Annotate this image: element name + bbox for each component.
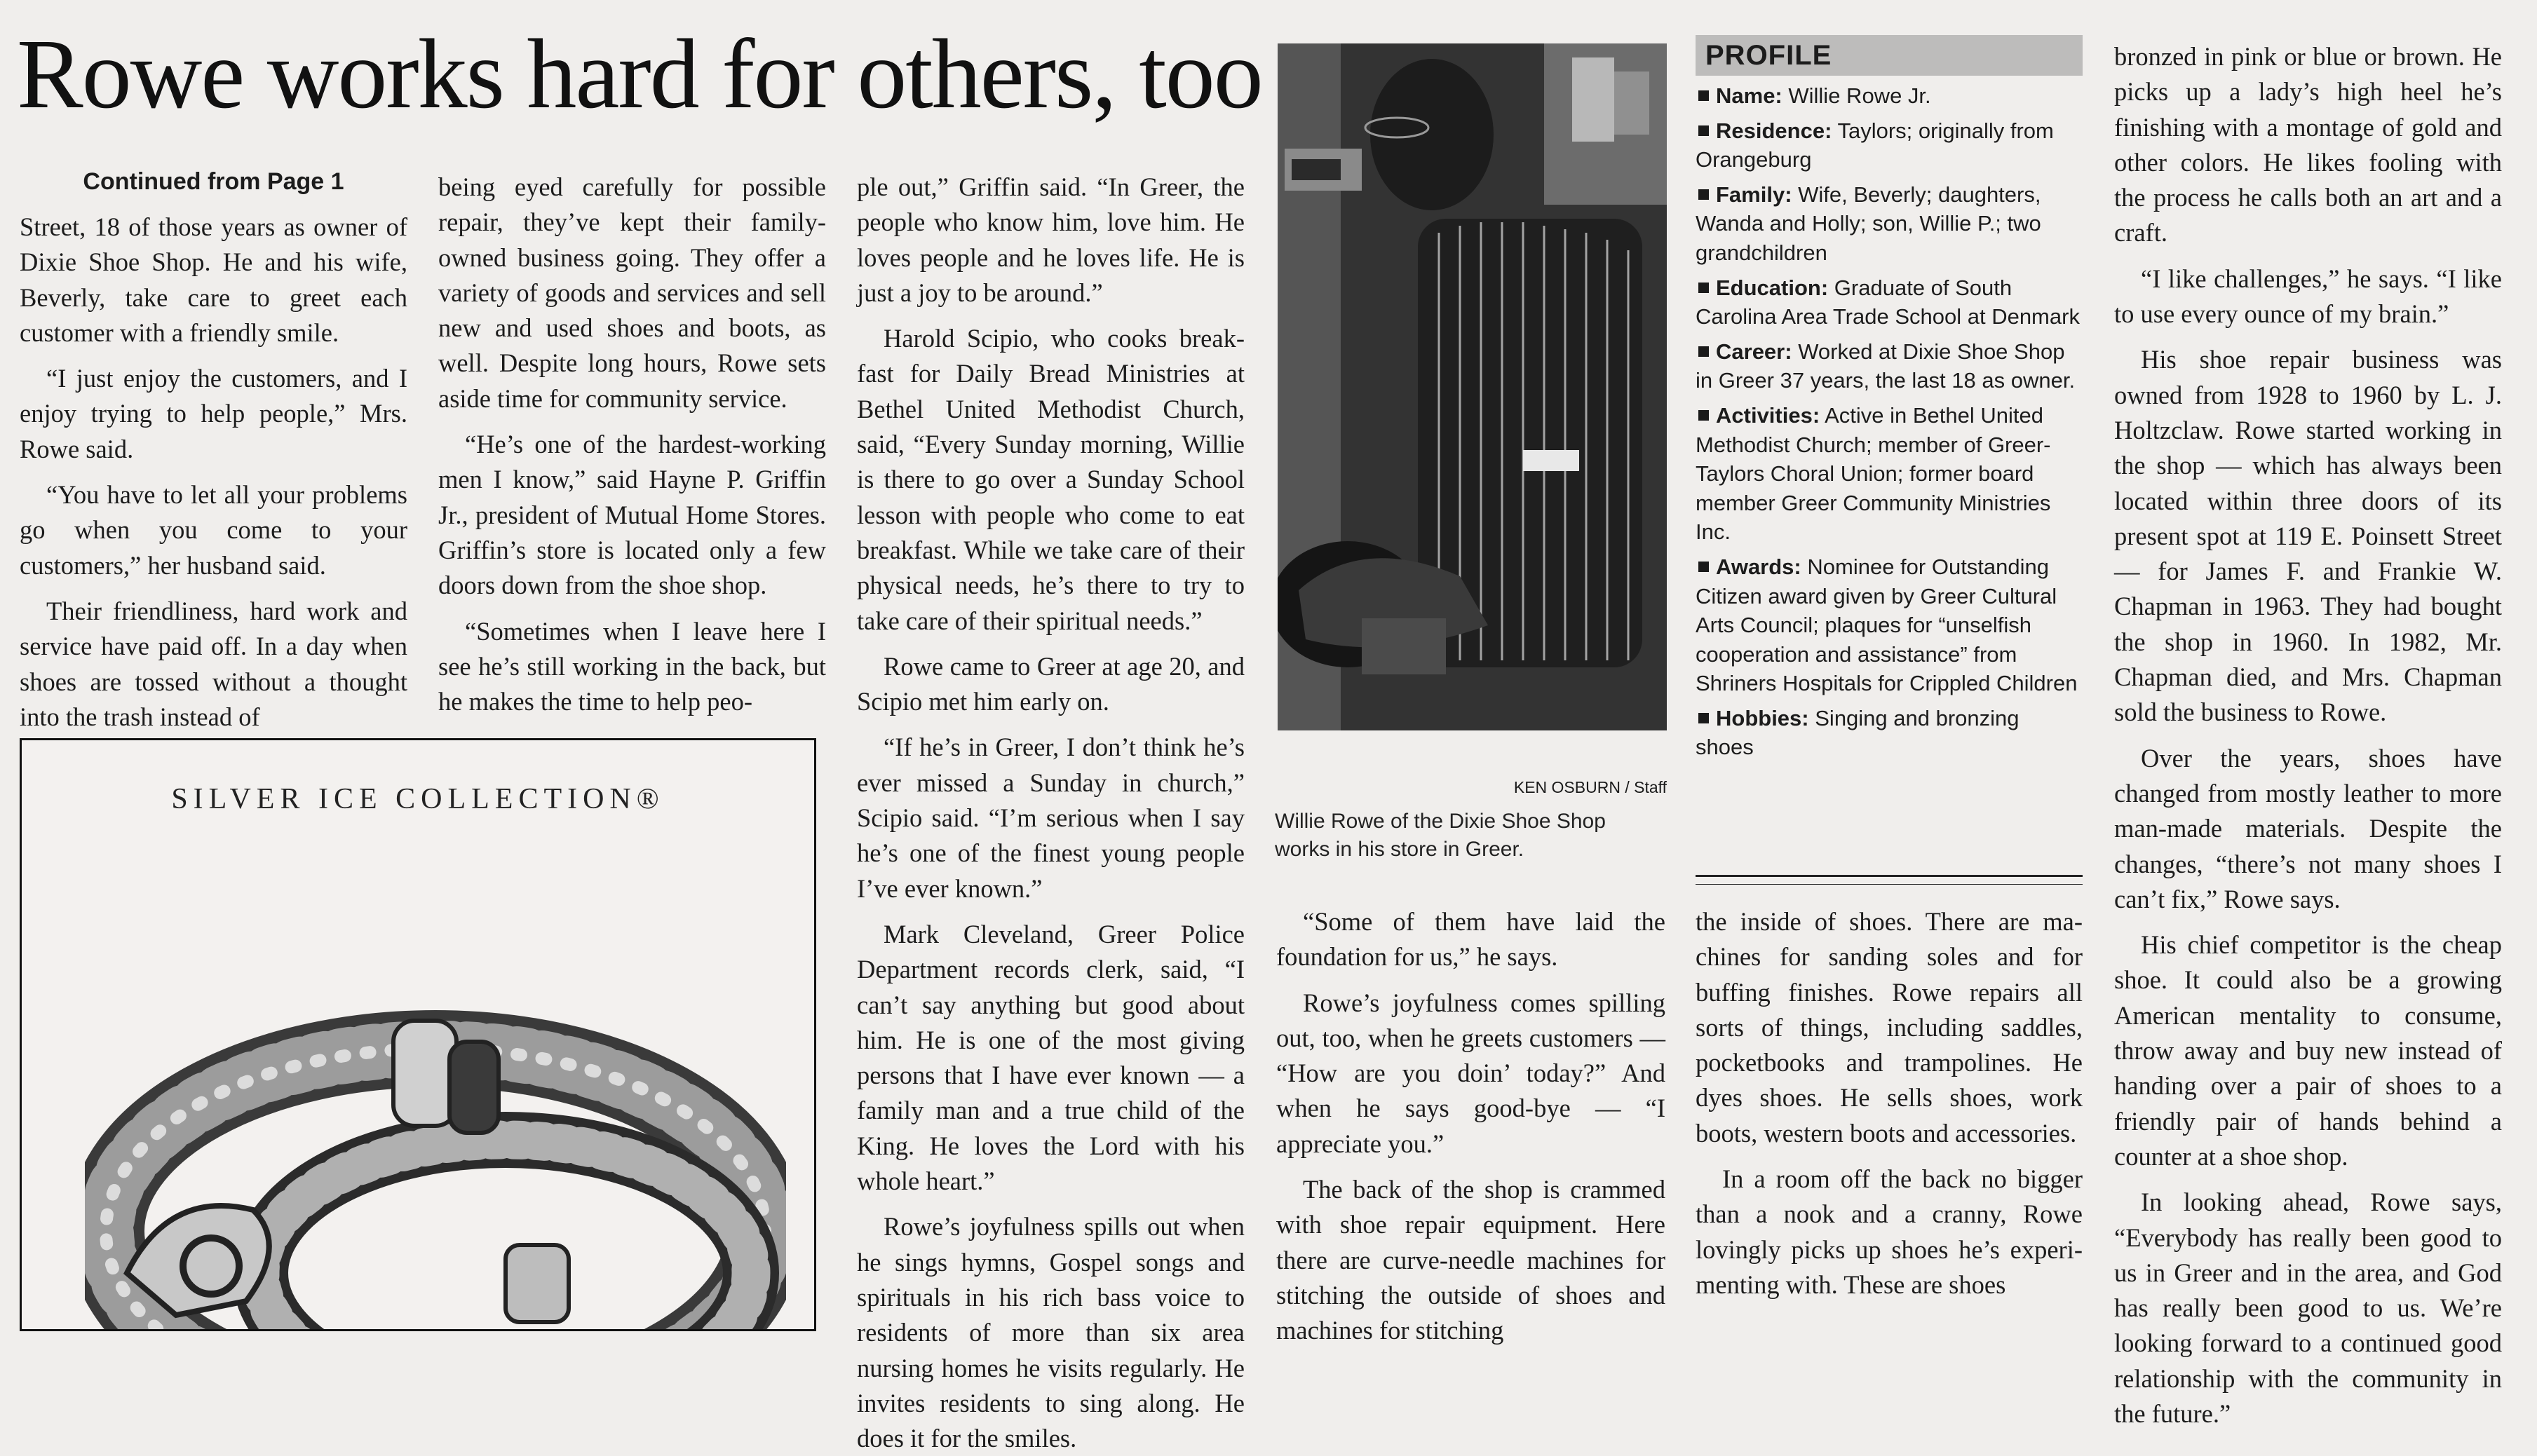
paragraph: Rowe came to Greer at age 20, and Scipio met him early on. [857, 651, 1245, 716]
paragraph: In a room off the back no bigger than a nook and a cranny, Rowe lovingly picks up shoes he’s experimenting with. These are shoes [1696, 1164, 2083, 1299]
bullet-icon [1698, 713, 1709, 723]
paragraph: His shoe repair business was owned from 1928 to 1960 by L. J. Holtzclaw. Rowe started working in the shop — which has always been located within three doors of its present spot at 119 E. Poinsett Street — for James F. and Frankie W. Chapman in 1963. They had bought the shop in 1960. In 1982, Mr. Chapman died, and Mrs. Chapman sold the business to Rowe. [2114, 345, 2502, 727]
paragraph: Rowe’s joyfulness spills out when he sings hymns, Gospel songs and spirituals in his rich bass voice to residents of more than six area nursing homes he visits regularly. He invites residents to sing along. He does it for the smiles. [857, 1212, 1245, 1453]
headline: Rowe works hard for others, too [17, 18, 1262, 129]
article-column-3 [857, 170, 1245, 1456]
photo-credit: KEN OSBURN / Staff [1513, 778, 1667, 796]
bullet-icon [1698, 90, 1709, 101]
paragraph: “He’s one of the hardest-working men I know,” said Hayne P. Griffin Jr., president of Mutual Home Stores. Griffin’s store is located only a few doors down from the shoe shop. [438, 430, 826, 600]
profile-item-career: Career: Worked at Dixie Shoe Shop in Greer 37 years, the last 18 as owner. [1696, 339, 2076, 393]
article-column-6 [2114, 39, 2502, 1431]
paragraph: Harold Scipio, who cooks breakfast for Daily Bread Ministries at Bethel United Methodist Church, said, “Every Sunday morning, Willie is there to go over a Sunday School lesson with people who come to eat breakfast. While we take care of their physical needs, he’s there to try to take care of their spiritual needs.” [857, 324, 1245, 635]
paragraph: Their friendliness, hard work and service have paid off. In a day when shoes are tossed without a thought into the trash instead of [20, 596, 407, 731]
bullet-icon [1698, 189, 1709, 200]
jewelry-advertisement [20, 738, 816, 1331]
profile-item-name: Name: Willie Rowe Jr. [1696, 81, 2083, 111]
bullet-icon [1698, 125, 1709, 136]
paragraph: The back of the shop is crammed with shoe repair equipment. Here there are curve-needle machines for stitching the outside of shoes and machines for stitching [1276, 1175, 1665, 1345]
paragraph: “I like challenges,” he says. “I like to use every ounce of my brain.” [2114, 264, 2502, 329]
continued-from-kicker: Continued from Page 1 [83, 168, 344, 195]
bullet-icon [1698, 283, 1709, 293]
paragraph: “Sometimes when I leave here I see he’s still working in the back, but he makes the time to help peo- [438, 616, 826, 716]
profile-item-activities: Activities: Active in Bethel United Methodist Church; member of Greer-Taylors Choral Union; former board member Greer Community Ministries Inc. [1696, 402, 2051, 545]
profile-item-awards: Awards: Nominee for Outstanding Citizen award given by Greer Cultural Arts Council; plaques for “unselfish cooperation and assistance” from Shriners Hospitals for Crippled Children [1696, 554, 2078, 696]
paragraph: Rowe’s joyfulness comes spilling out, too, when he greets customers — “How are you doin’ today?” And when he says good-bye — “I appreciate you.” [1276, 988, 1665, 1158]
photo-caption: Willie Rowe of the Dixie Shoe Shop works in his store in Greer. [1275, 810, 1606, 861]
paragraph: “If he’s in Greer, I don’t think he’s ever missed a Sunday in church,” Scipio said. “I’m serious when I say he’s one of the finest young people I’ve ever known.” [857, 733, 1245, 903]
photo-willie-rowe [1278, 43, 1667, 730]
article-column-1 [20, 164, 407, 735]
photo-illustration [1278, 43, 1667, 730]
profile-item-education: Education: Graduate of South Carolina Area Trade School at Denmark [1696, 275, 2080, 329]
paragraph: Mark Cleveland, Greer Police Department records clerk, said, “I can’t say anything but good about him. He is one of the most giving persons that I have ever known — a family man and a true child of the King. He loves the Lord with his whole heart.” [857, 919, 1245, 1196]
silver-bracelet-icon [85, 979, 786, 1329]
profile-item-family: Family: Wife, Beverly; daughters, Wanda and Holly; son, Willie P.; two grandchildren [1696, 182, 2041, 265]
profile-item-hobbies: Hobbies: Singing and bronzing shoes [1696, 705, 2020, 760]
paragraph: “I just enjoy the customers, and I enjoy trying to help people,” Mrs. Rowe said. [20, 364, 407, 463]
paragraph: bronzed in pink or blue or brown. He picks up a lady’s high heel he’s finishing with a montage of gold and other colors. He likes fooling with the process he calls both an art and a craft. [2114, 42, 2502, 247]
paragraph: “Some of them have laid the foundation for us,” he says. [1276, 907, 1665, 972]
bullet-icon [1698, 410, 1709, 421]
article-column-5 [1696, 904, 2083, 1302]
profile-title: PROFILE [1696, 35, 2083, 76]
paragraph: the inside of shoes. There are machines for sanding soles and for buffing finishes. Rowe repairs all sorts of things, including saddles, pocketbooks and trampolines. He dyes shoes. He sells shoes, work boots, western boots and accessories. [1696, 907, 2083, 1148]
ad-title: SILVER ICE COLLECTION® [171, 783, 665, 815]
paragraph: ple out,” Griffin said. “In Greer, the people who know him, love him. He loves people and he loves life. He is just a joy to be around.” [857, 172, 1245, 307]
article-column-2 [438, 170, 826, 719]
article-column-4 [1276, 904, 1665, 1349]
profile-bottom-rule [1696, 875, 2083, 885]
bullet-icon [1698, 346, 1709, 357]
paragraph: Over the years, shoes have changed from mostly leather to more man-made materials. Despite the changes, “there’s not many shoes I can’t fix,” Rowe says. [2114, 743, 2502, 913]
paragraph: “You have to let all your problems go when you come to your customers,” her husband said. [20, 480, 407, 580]
paragraph: being eyed carefully for possible repair, they’ve kept their family-owned business going. They offer a variety of goods and services and sell new and used shoes and boots, as well. Despite long hours, Rowe sets aside time for community service. [438, 172, 826, 413]
profile-item-residence: Residence: Taylors; originally from Orangeburg [1696, 118, 2054, 172]
paragraph: Street, 18 of those years as owner of Dixie Shoe Shop. He and his wife, Beverly, take care to greet each customer with a friendly smile. [20, 212, 407, 347]
paragraph: His chief competitor is the cheap shoe. It could also be a growing American mentality to consume, throw away and buy new instead of handing over a pair of shoes to a friendly pair of hands behind a counter at a shoe shop. [2114, 930, 2502, 1171]
paragraph: In looking ahead, Rowe says, “Everybody has really been good to us in Greer and in the area, and God has really been good to us. We’re looking forward to a continued good relationship with the community in the future.” [2114, 1188, 2502, 1428]
profile-sidebar [1696, 35, 2083, 768]
bullet-icon [1698, 562, 1709, 572]
